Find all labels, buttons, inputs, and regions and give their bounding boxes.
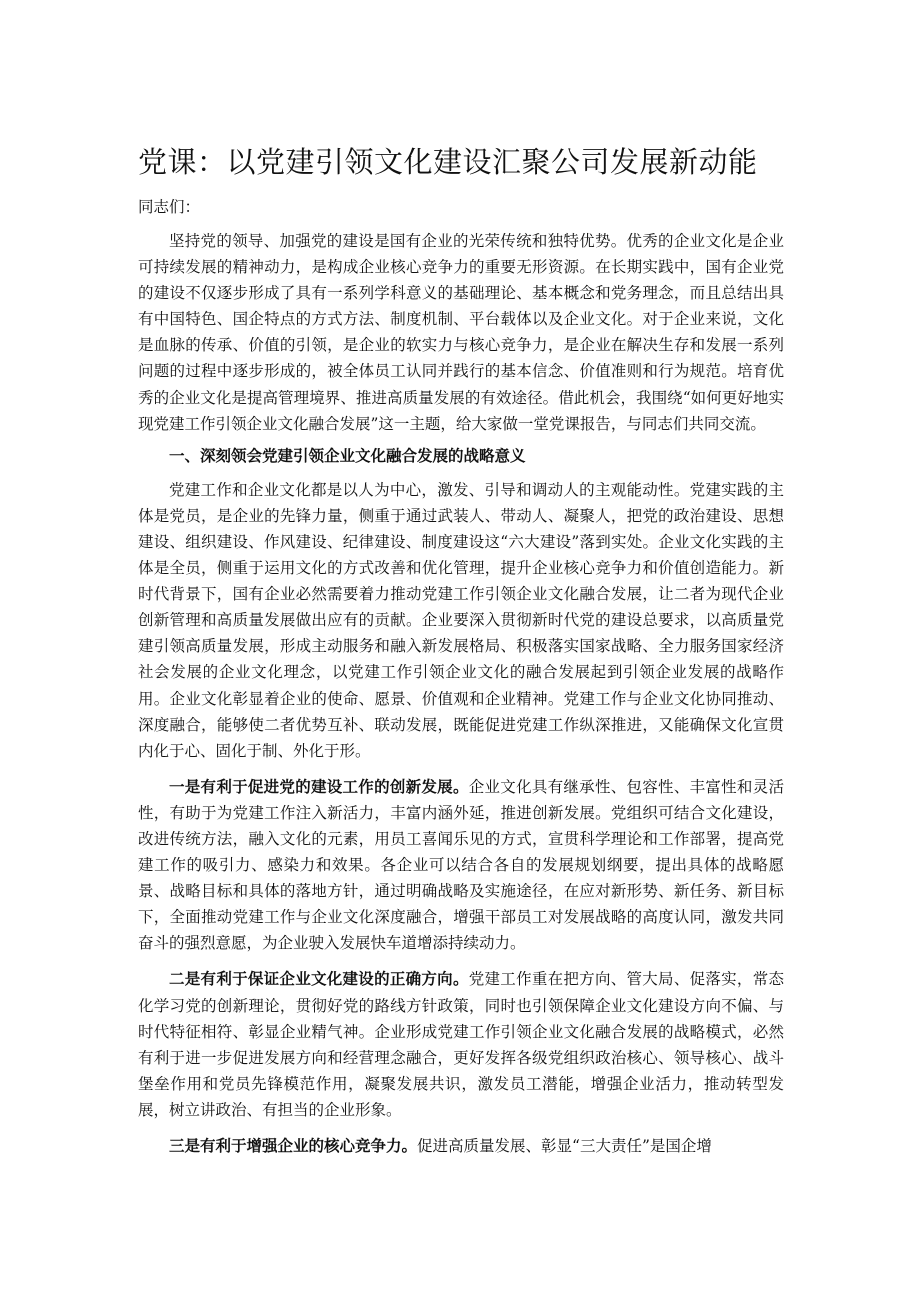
section-heading-1: 一、深刻领会党建引领企业文化融合发展的战略意义 [169, 445, 526, 465]
point1-lead: 一是有利于促进党的建设工作的创新发展。 [169, 776, 469, 796]
document-page [138, 140, 784, 1165]
intro-paragraph: 坚持党的领导、加强党的建设是国有企业的光荣传统和独特优势。优秀的企业文化是企业可持续发展的精神动力，是构成企业核心竞争力的重要无形资源。在长期实践中，国有企业党的建设不仅逐步形成了具有一系列学科意义的基础理论、基本概念和党务理念，而且总结出具有中国特色、国企特点的方式方法、制度机制、平台载体以及企业文化。对于企业来说，文化是血脉的传承、价值的引领，是企业的软实力与核心竞争力，是企业在解决生存和发展一系列问题的过程中逐步形成的，被全体员工认同并践行的基本信念、价值准则和行为规范。培育优秀的企业文化是提高管理境界、推进高质量发展的有效途径。借此机会，我围绕“如何更好地实现党建工作引领企业文化融合发展”这一主题，给大家做一堂党课报告，与同志们共同交流。 [138, 232, 784, 433]
salutation: 同志们： [138, 198, 201, 216]
point2-body: 党建工作重在把方向、管大局、促落实，常态化学习党的创新理论，贯彻好党的路线方针政策，同时也引领保障企业文化建设方向不偏、与时代特征相符、彰显企业精气神。企业形成党建工作引领企业文化融合发展的战略模式，必然有利于进一步促进发展方向和经营理念融合，更好发挥各级党组织政治核心、领导核心、战斗堡垒作用和党员先锋模范作用，凝聚发展共识，激发员工潜能，增强企业活力，推动转型发展，树立讲政治、有担当的企业形象。 [138, 970, 784, 1119]
point3-paragraph [138, 1133, 784, 1159]
section1-paragraph: 党建工作和企业文化都是以人为中心，激发、引导和调动人的主观能动性。党建实践的主体是党员，是企业的先锋力量，侧重于通过武装人、带动人、凝聚人，把党的政治建设、思想建设、组织建设、作风建设、纪律建设、制度建设这“六大建设”落到实处。企业文化实践的主体是全员，侧重于运用文化的方式改善和优化管理，提升企业核心竞争力和价值创造能力。新时代背景下，国有企业必然需要着力推动党建工作引领企业文化融合发展，让二者为现代企业创新管理和高质量发展做出应有的贡献。企业要深入贯彻新时代党的建设总要求，以高质量党建引领高质量发展，形成主动服务和融入新发展格局、积极落实国家战略、全力服务国家经济社会发展的企业文化理念，以党建工作引领企业文化的融合发展起到引领企业发展的战略作用。企业文化彰显着企业的使命、愿景、价值观和企业精神。党建工作与企业文化协同推动、深度融合，能够使二者优势互补、联动发展，既能促进党建工作纵深推进，又能确保文化宣贯内化于心、固化于制、外化于形。 [138, 480, 784, 760]
point1-paragraph [138, 774, 784, 957]
point2-paragraph [138, 966, 784, 1123]
document-title: 党课：以党建引领文化建设汇聚公司发展新动能 [138, 145, 758, 179]
point2-lead: 二是有利于保证企业文化建设的正确方向。 [169, 969, 469, 989]
point1-body: 企业文化具有继承性、包容性、丰富性和灵活性，有助于为党建工作注入新活力，丰富内涵外延，推进创新发展。党组织可结合文化建设，改进传统方法，融入文化的元素，用员工喜闻乐见的方式，宣贯科学理论和工作部署，提高党建工作的吸引力、感染力和效果。各企业可以结合各自的发展规划纲要，提出具体的战略愿景、战略目标和具体的落地方针，通过明确战略及实施途径，在应对新形势、新任务、新目标下，全面推动党建工作与企业文化深度融合，增强干部员工对发展战略的高度认同，激发共同奋斗的强烈意愿，为企业驶入发展快车道增添持续动力。 [138, 777, 784, 953]
point3-lead: 三是有利于增强企业的核心竞争力。 [169, 1136, 418, 1155]
point3-body: 促进高质量发展、彰显“三大责任”是国企增 [417, 1137, 712, 1155]
